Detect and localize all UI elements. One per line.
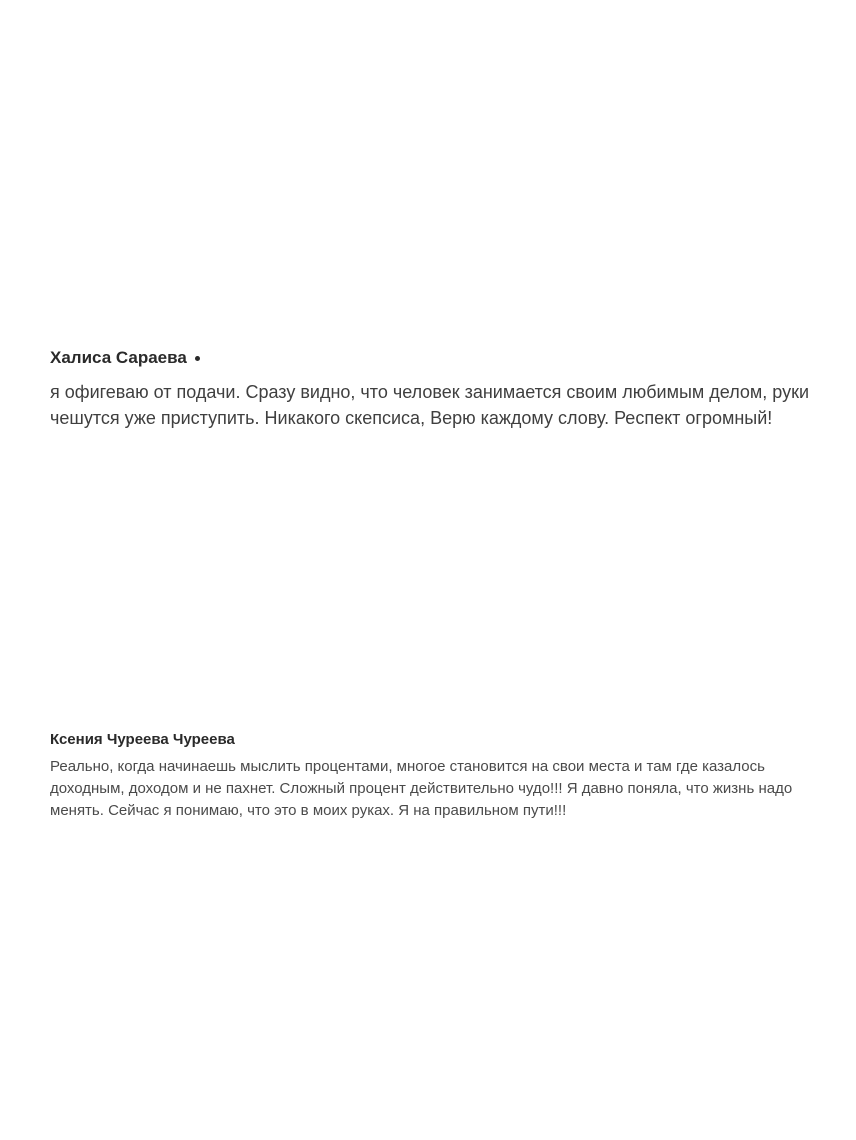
separator-dot-icon xyxy=(195,356,200,361)
review-text: я офигеваю от подачи. Сразу видно, что человек занимается своим любимым делом, руки чешутся уже приступить. Никакого скепсиса, Верю каждому слову. Респект огромный! xyxy=(50,382,810,428)
review-card-2 xyxy=(50,728,830,822)
review-author-row xyxy=(50,346,820,370)
review-author-name[interactable]: Халиса Сараева xyxy=(50,348,187,367)
review-card-1 xyxy=(50,346,820,431)
review-author-name[interactable]: Ксения Чуреева Чуреева xyxy=(50,730,235,748)
review-text: Реально, когда начинаешь мыслить процентами, многое становится на свои места и там где казалось доходным, доходом и не пахнет. Сложный процент действительно чудо!!! Я давно поняла, что жизнь надо менять. Сейчас я понимаю, что это в моих руках. Я на правильном пути!!! xyxy=(50,758,793,819)
review-author-row xyxy=(50,728,830,750)
